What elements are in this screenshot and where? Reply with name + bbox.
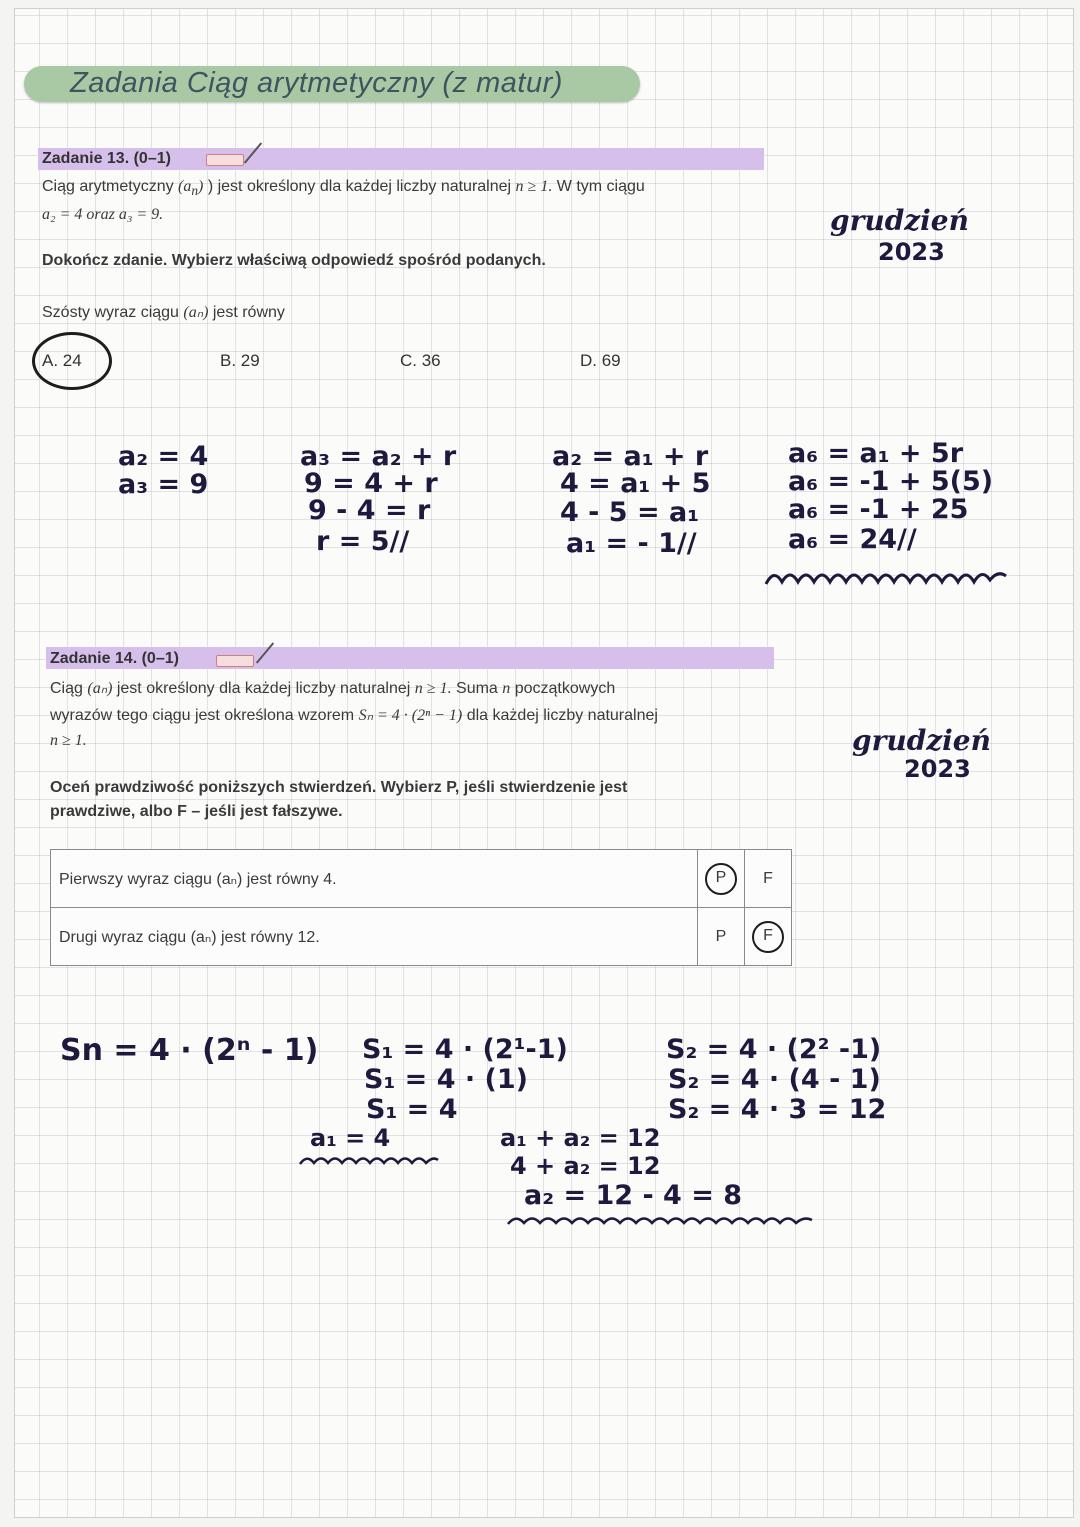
work13-col2-line: r = 5// xyxy=(316,526,410,557)
task13-question: Szósty wyraz ciągu (aₙ) jest równy xyxy=(42,304,285,321)
work13-col3-line: a₁ = - 1// xyxy=(566,528,697,559)
work13-col2-line: 9 - 4 = r xyxy=(308,495,431,526)
task14-instruction-2: prawdziwe, albo F – jeśli jest fałszywe. xyxy=(50,803,343,820)
work14-mid-line: a₁ = 4 xyxy=(310,1124,391,1152)
underline-squiggle xyxy=(760,562,1020,592)
work14-bottom-line: a₂ = 12 - 4 = 8 xyxy=(524,1180,743,1211)
work14-mid-line: S₁ = 4 xyxy=(366,1094,458,1125)
work13-col2-line: 9 = 4 + r xyxy=(304,468,438,499)
work14-mid-line: S₁ = 4 · (2¹-1) xyxy=(362,1034,568,1065)
task14-date-year: 2023 xyxy=(904,755,971,783)
option-d[interactable]: D. 69 xyxy=(580,351,621,370)
work13-col3-line: 4 - 5 = a₁ xyxy=(560,497,700,528)
f-choice-circled[interactable]: F xyxy=(752,921,784,953)
table-row xyxy=(51,850,792,908)
work14-bottom-line: 4 + a₂ = 12 xyxy=(510,1152,661,1180)
p-cell[interactable] xyxy=(698,850,745,908)
option-c[interactable]: C. 36 xyxy=(400,351,441,370)
task14-line2: wyrazów tego ciągu jest określona wzorem Sₙ = 4 · (2ⁿ − 1) dla każdej liczby naturalnej xyxy=(50,707,658,724)
work13-col1-line: a₂ = 4 xyxy=(118,441,209,472)
difficulty-icon xyxy=(206,154,244,166)
table-row xyxy=(51,908,792,966)
task13-instruction: Dokończ zdanie. Wybierz właściwą odpowiedź spośród podanych. xyxy=(42,252,546,269)
task13-date-month: grudzień xyxy=(830,204,969,237)
statement-cell: Drugi wyraz ciągu (aₙ) jest równy 12. xyxy=(51,908,698,966)
work14-formula: Sn = 4 · (2ⁿ - 1) xyxy=(60,1033,319,1068)
true-false-table xyxy=(50,849,792,966)
work13-col3-line: 4 = a₁ + 5 xyxy=(560,468,711,499)
p-cell[interactable] xyxy=(698,908,745,966)
task14-line1: Ciąg (aₙ) jest określony dla każdej liczby naturalnej n ≥ 1. Suma n początkowych xyxy=(50,680,616,697)
work13-col3-line: a₂ = a₁ + r xyxy=(552,441,709,472)
task13-line1: Ciąg arytmetyczny $(a_n)$ ) jest określony dla każdej liczby naturalnej n ≥ 1. W tym ciągu xyxy=(42,178,645,199)
task13-line2: a₂ = 4 oraz a₃ = 9. xyxy=(42,206,164,223)
work13-col4-line: a₆ = a₁ + 5r xyxy=(788,438,964,469)
option-b[interactable]: B. 29 xyxy=(220,351,260,370)
work14-right-line: S₂ = 4 · (2² -1) xyxy=(666,1034,882,1065)
work13-col2-line: a₃ = a₂ + r xyxy=(300,441,457,472)
p-choice-circled[interactable]: P xyxy=(705,863,737,895)
task14-date-month: grudzień xyxy=(852,724,991,757)
work13-col4-line: a₆ = 24// xyxy=(788,524,917,555)
task14-instruction-1: Oceń prawdziwość poniższych stwierdzeń. Wybierz P, jeśli stwierdzenie jest xyxy=(50,779,628,796)
underline-squiggle xyxy=(504,1210,824,1232)
work13-col1-line: a₃ = 9 xyxy=(118,469,209,500)
difficulty-icon xyxy=(216,655,254,667)
work14-right-line: S₂ = 4 · 3 = 12 xyxy=(668,1094,887,1125)
underline-squiggle xyxy=(296,1150,446,1170)
f-cell[interactable] xyxy=(745,850,792,908)
statement-cell: Pierwszy wyraz ciągu (aₙ) jest równy 4. xyxy=(51,850,698,908)
page-title: Zadania Ciąg arytmetyczny (z matur) xyxy=(70,67,563,99)
task13-header: Zadanie 13. (0–1) xyxy=(42,150,171,167)
work13-col4-line: a₆ = -1 + 25 xyxy=(788,494,969,525)
work14-bottom-line: a₁ + a₂ = 12 xyxy=(500,1124,661,1152)
task13-date-year: 2023 xyxy=(878,238,945,266)
p-choice[interactable]: P xyxy=(715,927,727,945)
answer-circle-mark xyxy=(32,332,112,390)
f-cell[interactable] xyxy=(745,908,792,966)
option-a[interactable]: A. 24 xyxy=(42,351,82,370)
task14-line3: n ≥ 1. xyxy=(50,732,87,749)
work13-col4-line: a₆ = -1 + 5(5) xyxy=(788,466,994,497)
work14-mid-line: S₁ = 4 · (1) xyxy=(364,1064,529,1095)
work14-right-line: S₂ = 4 · (4 - 1) xyxy=(668,1064,881,1095)
task14-header: Zadanie 14. (0–1) xyxy=(50,650,179,667)
f-choice[interactable]: F xyxy=(763,869,773,887)
